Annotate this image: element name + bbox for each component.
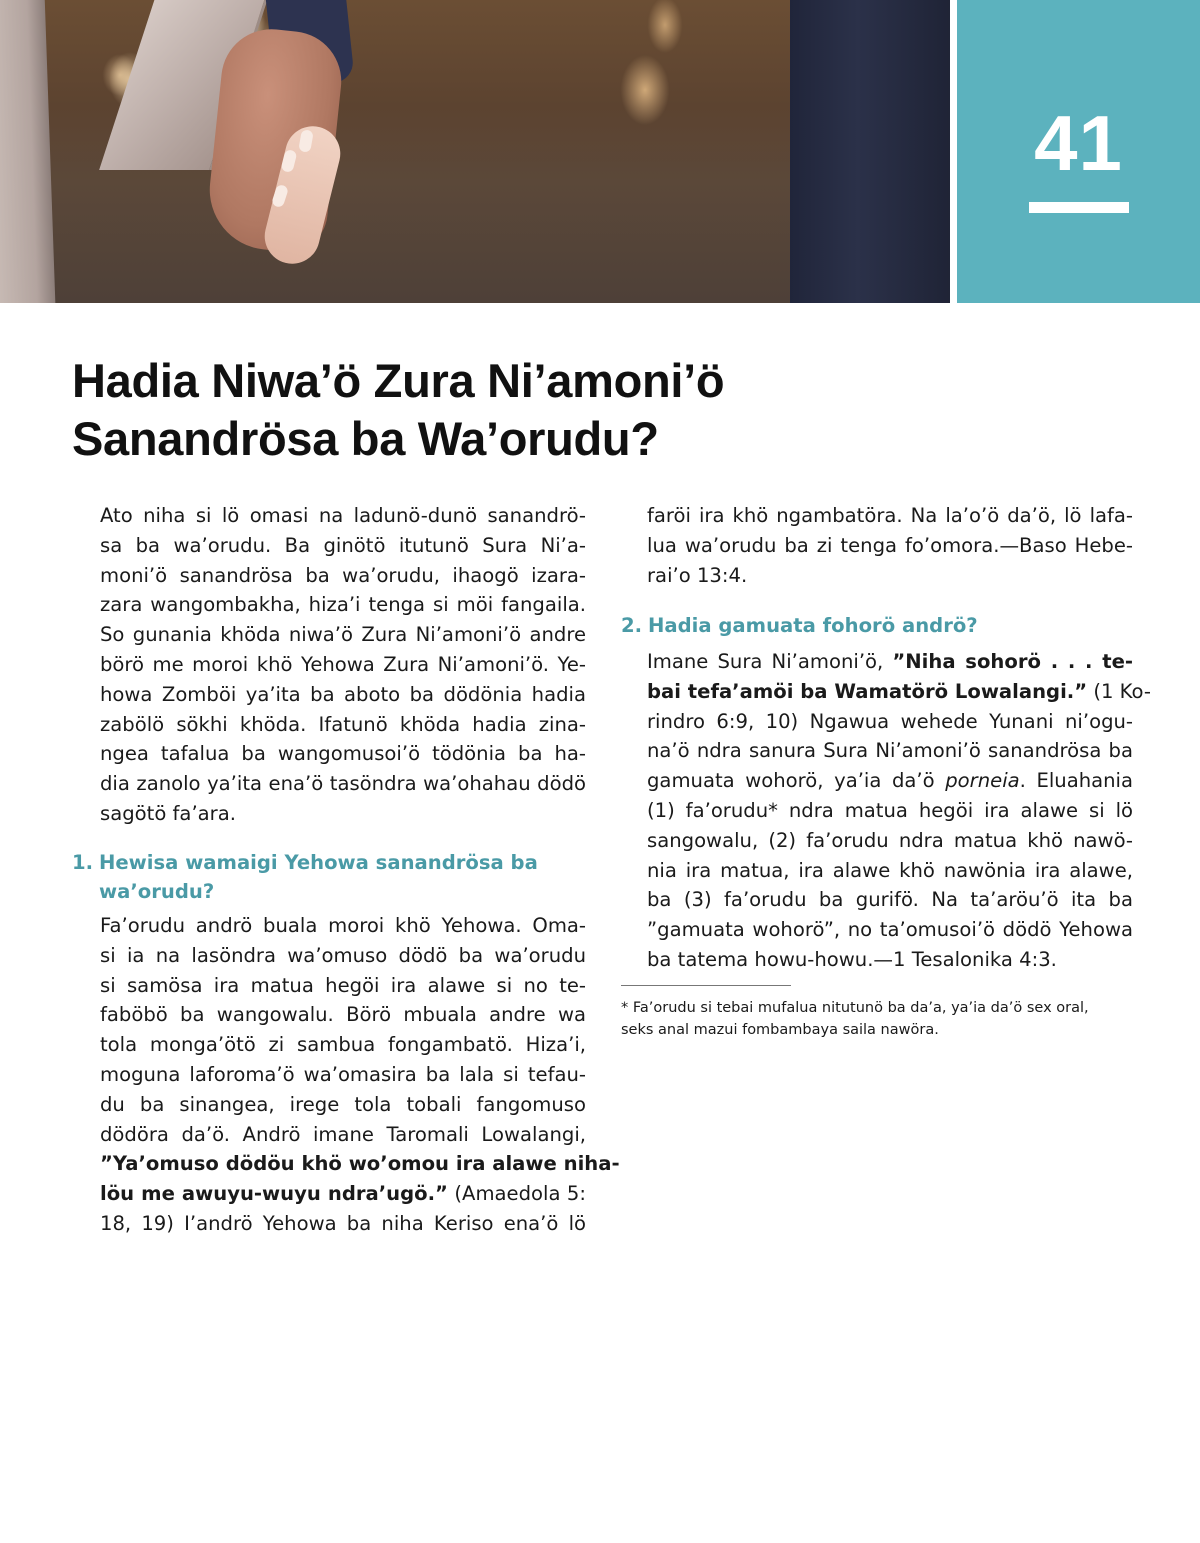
question-line: Hewisa wamaigi Yehowa sanandrösa ba <box>99 851 538 874</box>
text-line: faröi ira khö ngambatöra. Na la’o’ö da’ö, lö lafa- <box>647 504 1133 527</box>
title-line: Sanandrösa ba Wa’orudu? <box>72 412 659 465</box>
text-line: ba (3) fa’orudu ba gurifö. Na ta’aröu’ö ita ba <box>647 888 1133 912</box>
photo-coat-left <box>0 0 56 303</box>
text-line: na’ö ndra sanura Sura Ni’amoni’ö sanandrösa ba <box>647 739 1133 763</box>
question-2-heading <box>621 611 1141 640</box>
scripture-quote: bai tefa’amöi ba Wamatörö Lowalangi.” <box>647 679 1088 703</box>
text-line: zabölö sökhi khöda. Ifatunö khöda hadia zina- <box>100 712 586 736</box>
question-number: 2. <box>621 614 643 637</box>
text-line: dödöra da’ö. Andrö imane Taromali Lowalangi, <box>100 1122 586 1146</box>
text-line: 18, 19) I’andrö Yehowa ba niha Keriso ena’ö lö <box>100 1211 586 1235</box>
text-line: (1) fa’orudu* ndra matua hegöi ira alawe si lö <box>647 798 1133 822</box>
left-column <box>100 501 586 829</box>
question-line: wa’orudu? <box>99 880 215 903</box>
text-line: ngea tafalua ba wangomusoi’ö tödönia ba ha- <box>100 742 586 766</box>
text-line: So gunania khöda niwa’ö Zura Ni’amoni’ö andre <box>100 623 586 647</box>
text-line: börö me moroi khö Yehowa Zura Ni’amoni’ö. Ye- <box>100 652 586 676</box>
text-line <box>647 766 1133 796</box>
text-line: si ia na lasöndra wa’omuso dödö ba wa’orudu <box>100 943 586 967</box>
text-line: si samösa ira matua hegöi ira alawe si no te- <box>100 973 586 997</box>
footnote-line: seks anal mazui fombambaya saila nawöra. <box>621 1022 939 1038</box>
text-line: moni’ö sanandrösa ba wa’orudu, ihaogö izara- <box>100 563 586 587</box>
text-segment: . Eluahania <box>1019 769 1134 793</box>
text-line: dia zanolo ya’ita ena’ö tasöndra wa’ohahau dödö <box>100 772 586 796</box>
footnote-divider <box>621 985 791 986</box>
right-column <box>647 501 1133 590</box>
text-segment: gamuata wohorö, ya’ia da’ö <box>647 769 946 793</box>
scripture-reference: (1 Ko- <box>1087 679 1151 703</box>
text-line <box>647 677 1151 707</box>
photo-dark-jacket <box>790 0 950 303</box>
text-line: tola monga’ötö zi sambua fongambatö. Hiza’i, <box>100 1033 586 1057</box>
text-line <box>100 1179 586 1209</box>
scripture-quote: ”Niha sohorö . . . te- <box>892 650 1134 673</box>
title-line: Hadia Niwa’ö Zura Ni’amoni’ö <box>72 354 725 407</box>
text-line: rai’o 13:4. <box>647 563 748 587</box>
scripture-reference: (Amaedola 5: <box>447 1182 586 1206</box>
text-line: Fa’orudu andrö buala moroi khö Yehowa. Oma- <box>100 914 586 937</box>
scripture-quote-line: ”Ya’omuso dödöu khö wo’omou ira alawe niha- <box>100 1152 620 1176</box>
text-line: ba tatema howu-howu.—1 Tesalonika 4:3. <box>647 947 1057 971</box>
text-line: faböbö ba wangowalu. Börö mbuala andre wa <box>100 1003 586 1027</box>
hero-photo-holding-hands <box>0 0 950 303</box>
question-1-heading <box>72 848 592 906</box>
chapter-number-underline <box>1029 202 1129 213</box>
section-1-paragraph <box>100 911 620 1239</box>
text-line: sagötö fa’ara. <box>100 801 236 825</box>
text-line: ”gamuata wohorö”, no ta’omusoi’ö dödö Yehowa <box>647 918 1133 942</box>
text-segment: Imane Sura Ni’amoni’ö, <box>647 650 893 673</box>
text-line: du ba sinangea, irege tola tobali fangomuso <box>100 1092 586 1116</box>
footnote <box>621 997 1141 1041</box>
text-line: moguna laforoma’ö wa’omasira ba lala si tefau- <box>100 1062 586 1086</box>
chapter-number: 41 <box>1034 99 1123 187</box>
question-line: Hadia gamuata fohorö andrö? <box>648 614 978 637</box>
footnote-line: * Fa’orudu si tebai mufalua nitutunö ba da’a, ya’ia da’ö sex oral, <box>621 1000 1089 1016</box>
text-line: howa Zomböi ya’ita ba aboto ba dödönia hadia <box>100 682 586 706</box>
text-line: nia ira matua, ira alawe khö nawönia ira alawe, <box>647 858 1133 882</box>
text-line: rindro 6:9, 10) Ngawua wehede Yunani ni’ogu- <box>647 709 1133 733</box>
text-line <box>647 647 1133 677</box>
greek-term: porneia <box>945 769 1020 793</box>
question-number: 1. <box>72 851 94 874</box>
text-line: sangowalu, (2) fa’orudu ndra matua khö nawö- <box>647 828 1133 852</box>
intro-paragraph <box>100 501 586 829</box>
chapter-badge <box>957 0 1200 303</box>
section-2-paragraph <box>647 647 1151 975</box>
page-title <box>72 352 724 468</box>
text-line: Ato niha si lö omasi na ladunö-dunö sanandrö- <box>100 504 586 527</box>
text-line: zara wangombakha, hiza’i tenga si möi fangaila. <box>100 593 586 617</box>
text-line: sa ba wa’orudu. Ba ginötö itutunö Sura Ni’a- <box>100 533 586 557</box>
scripture-quote-line: löu me awuyu-wuyu ndra’ugö.” <box>100 1182 448 1206</box>
text-line: lua wa’orudu ba zi tenga fo’omora.—Baso Hebe- <box>647 533 1133 557</box>
